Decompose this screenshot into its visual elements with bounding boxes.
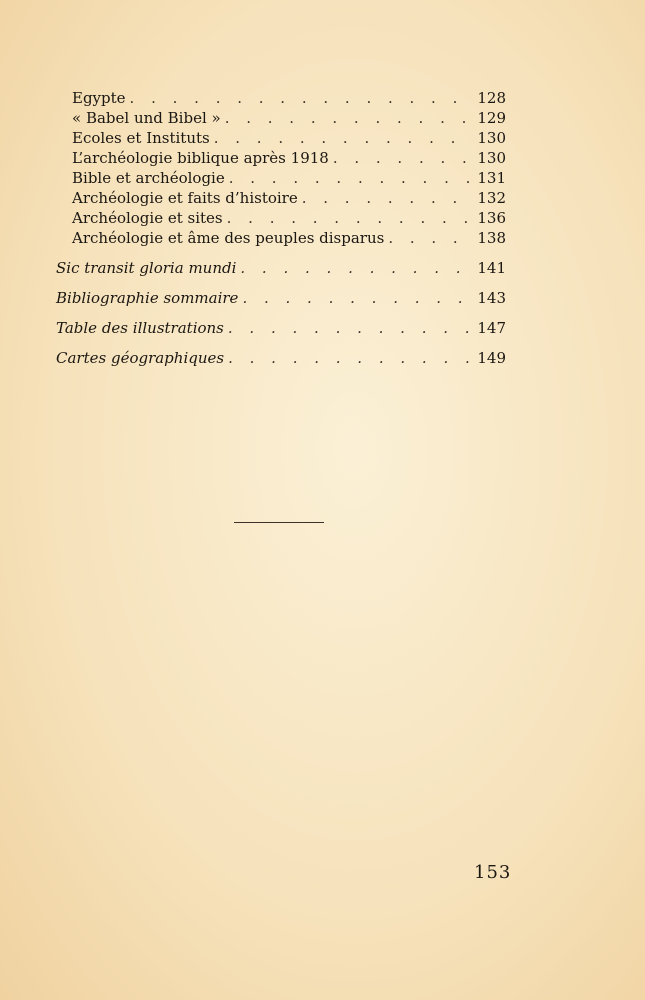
toc-entry-title: Archéologie et âme des peuples disparus <box>72 229 385 247</box>
divider-rule <box>234 522 324 523</box>
toc-entry-page: 143 <box>477 289 506 307</box>
toc-entry <box>56 128 506 148</box>
dot-leader <box>229 168 470 188</box>
toc-entry-title: Bibliographie sommaire <box>56 289 239 307</box>
toc-entry-title: Archéologie et sites <box>72 209 223 227</box>
toc-entry-page: 149 <box>477 349 506 367</box>
toc-entry-page: 130 <box>477 129 506 147</box>
toc-entry <box>56 148 506 168</box>
toc-entry <box>56 168 506 188</box>
toc-section-entry <box>56 288 506 308</box>
toc-entry-title: Sic transit gloria mundi <box>56 259 237 277</box>
dot-leader <box>225 108 470 128</box>
toc-entry-page: 138 <box>477 229 506 247</box>
page-number: 153 <box>474 862 512 883</box>
toc-entry-title: Table des illustrations <box>56 319 224 337</box>
toc-entry-title: Cartes géographiques <box>56 349 225 367</box>
toc-entry-title: « Babel und Bibel » <box>72 109 221 127</box>
dot-leader <box>228 348 469 368</box>
toc-entry-page: 129 <box>477 109 506 127</box>
toc-entry-page: 130 <box>477 149 506 167</box>
dot-leader <box>240 258 469 278</box>
toc-section-entry <box>56 258 506 278</box>
toc-entry-title: Ecoles et Instituts <box>72 129 210 147</box>
toc-entry <box>56 208 506 228</box>
toc-entry-page: 136 <box>477 209 506 227</box>
toc-entry-title: Bible et archéologie <box>72 169 225 187</box>
toc-entry-title: Egypte <box>72 89 126 107</box>
dot-leader <box>130 88 470 108</box>
dot-leader <box>227 208 470 228</box>
dot-leader <box>333 148 470 168</box>
toc-entry-title: L’archéologie biblique après 1918 <box>72 149 329 167</box>
toc-entry-page: 141 <box>477 259 506 277</box>
toc-entry <box>56 108 506 128</box>
toc-entry-page: 128 <box>477 89 506 107</box>
toc-section-entry <box>56 318 506 338</box>
toc-entry-page: 132 <box>477 189 506 207</box>
toc-section-entry <box>56 348 506 368</box>
toc-entry-title: Archéologie et faits d’histoire <box>72 189 298 207</box>
dot-leader <box>388 228 469 248</box>
table-of-contents <box>56 88 506 368</box>
toc-entry <box>56 188 506 208</box>
dot-leader <box>228 318 469 338</box>
toc-entry-page: 131 <box>477 169 506 187</box>
dot-leader <box>242 288 469 308</box>
toc-entry <box>56 88 506 108</box>
toc-entry <box>56 228 506 248</box>
dot-leader <box>214 128 470 148</box>
toc-entry-page: 147 <box>477 319 506 337</box>
dot-leader <box>302 188 470 208</box>
